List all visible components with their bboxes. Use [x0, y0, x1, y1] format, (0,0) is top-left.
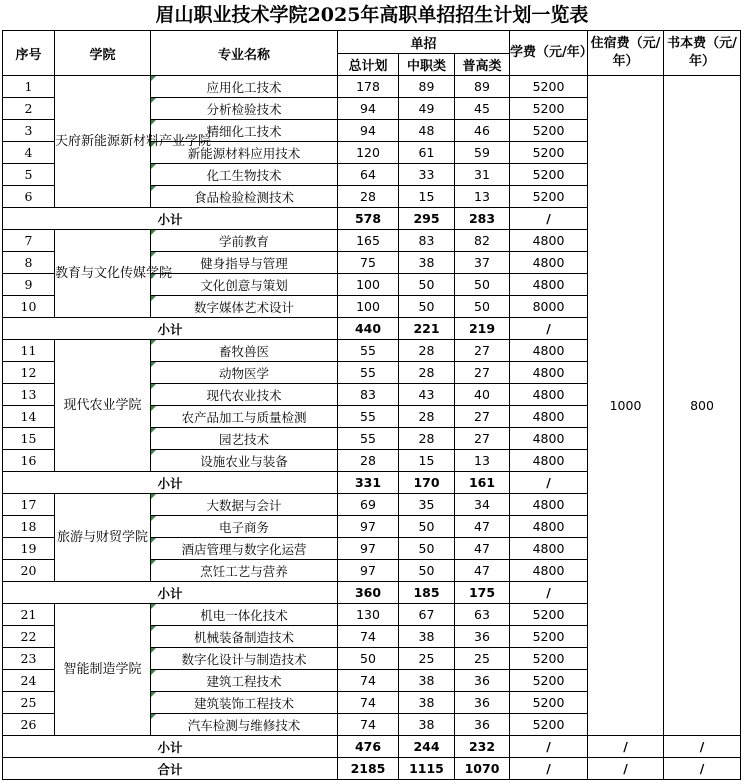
grand-total-label: 合计: [3, 758, 338, 780]
total-plan-cell: 28: [338, 450, 399, 472]
tuition-cell: 5200: [510, 670, 588, 692]
tuition-cell: 5200: [510, 692, 588, 714]
total-plan-cell: 69: [338, 494, 399, 516]
general-high-school-cell: 27: [455, 428, 510, 450]
total-plan-cell: 74: [338, 692, 399, 714]
subtotal-secondary-vocational: 185: [399, 582, 455, 604]
major-cell: 分析检验技术: [151, 98, 338, 120]
seq-cell: 12: [3, 362, 55, 384]
seq-cell: 2: [3, 98, 55, 120]
total-plan-cell: 120: [338, 142, 399, 164]
major-cell: 食品检验检测技术: [151, 186, 338, 208]
subtotal-tuition: /: [510, 582, 588, 604]
general-high-school-cell: 25: [455, 648, 510, 670]
table-row: [3, 76, 741, 98]
major-cell: 应用化工技术: [151, 76, 338, 98]
grand-total-row: [3, 758, 741, 780]
tuition-cell: 4800: [510, 494, 588, 516]
total-plan-cell: 100: [338, 296, 399, 318]
seq-cell: 3: [3, 120, 55, 142]
tuition-cell: 5200: [510, 714, 588, 736]
general-high-school-cell: 50: [455, 296, 510, 318]
general-high-school-cell: 89: [455, 76, 510, 98]
major-cell: 动物医学: [151, 362, 338, 384]
general-high-school-cell: 27: [455, 340, 510, 362]
seq-cell: 11: [3, 340, 55, 362]
general-high-school-cell: 13: [455, 186, 510, 208]
subtotal-general-high-school: 283: [455, 208, 510, 230]
major-cell: 机械装备制造技术: [151, 626, 338, 648]
tuition-cell: 4800: [510, 450, 588, 472]
header-books: 书本费（元/年）: [664, 31, 741, 76]
major-cell: 畜牧兽医: [151, 340, 338, 362]
major-cell: 化工生物技术: [151, 164, 338, 186]
seq-cell: 1: [3, 76, 55, 98]
secondary-vocational-cell: 15: [399, 450, 455, 472]
seq-cell: 23: [3, 648, 55, 670]
subtotal-general-high-school: 161: [455, 472, 510, 494]
secondary-vocational-cell: 67: [399, 604, 455, 626]
secondary-vocational-cell: 33: [399, 164, 455, 186]
total-plan-cell: 55: [338, 406, 399, 428]
major-cell: 大数据与会计: [151, 494, 338, 516]
tuition-cell: 4800: [510, 362, 588, 384]
major-cell: 建筑工程技术: [151, 670, 338, 692]
header-college: 学院: [55, 31, 151, 76]
tuition-cell: 8000: [510, 296, 588, 318]
major-cell: 电子商务: [151, 516, 338, 538]
total-plan-cell: 130: [338, 604, 399, 626]
major-cell: 健身指导与管理: [151, 252, 338, 274]
secondary-vocational-cell: 38: [399, 670, 455, 692]
general-high-school-cell: 31: [455, 164, 510, 186]
general-high-school-cell: 27: [455, 406, 510, 428]
general-high-school-cell: 13: [455, 450, 510, 472]
major-cell: 数字媒体艺术设计: [151, 296, 338, 318]
secondary-vocational-cell: 61: [399, 142, 455, 164]
subtotal-secondary-vocational: 295: [399, 208, 455, 230]
tuition-cell: 5200: [510, 142, 588, 164]
book-fee-cell: 800: [664, 76, 741, 736]
grand-total-books: /: [664, 758, 741, 780]
subtotal-label: 小计: [3, 208, 338, 230]
general-high-school-cell: 36: [455, 626, 510, 648]
seq-cell: 17: [3, 494, 55, 516]
secondary-vocational-cell: 38: [399, 252, 455, 274]
total-plan-cell: 55: [338, 362, 399, 384]
general-high-school-cell: 27: [455, 362, 510, 384]
grand-total-plan: 2185: [338, 758, 399, 780]
general-high-school-cell: 34: [455, 494, 510, 516]
total-plan-cell: 64: [338, 164, 399, 186]
accommodation-fee-cell: 1000: [588, 76, 664, 736]
major-cell: 酒店管理与数字化运营: [151, 538, 338, 560]
seq-cell: 22: [3, 626, 55, 648]
major-cell: 农产品加工与质量检测: [151, 406, 338, 428]
seq-cell: 9: [3, 274, 55, 296]
grand-total-accommodation: /: [588, 758, 664, 780]
header-accommodation: 住宿费（元/年）: [588, 31, 664, 76]
secondary-vocational-cell: 50: [399, 274, 455, 296]
tuition-cell: 5200: [510, 626, 588, 648]
major-cell: 文化创意与策划: [151, 274, 338, 296]
secondary-vocational-cell: 28: [399, 362, 455, 384]
major-cell: 设施农业与装备: [151, 450, 338, 472]
subtotal-general-high-school: 175: [455, 582, 510, 604]
seq-cell: 19: [3, 538, 55, 560]
page-title: 眉山职业技术学院2025年高职单招招生计划一览表: [155, 4, 589, 26]
general-high-school-cell: 45: [455, 98, 510, 120]
major-cell: 建筑装饰工程技术: [151, 692, 338, 714]
total-plan-cell: 94: [338, 98, 399, 120]
subtotal-secondary-vocational: 170: [399, 472, 455, 494]
subtotal-secondary-vocational: 244: [399, 736, 455, 758]
tuition-cell: 4800: [510, 230, 588, 252]
secondary-vocational-cell: 50: [399, 538, 455, 560]
tuition-cell: 4800: [510, 516, 588, 538]
header-total-plan: 总计划: [338, 54, 399, 76]
secondary-vocational-cell: 38: [399, 626, 455, 648]
total-plan-cell: 178: [338, 76, 399, 98]
secondary-vocational-cell: 35: [399, 494, 455, 516]
tuition-cell: 4800: [510, 340, 588, 362]
seq-cell: 18: [3, 516, 55, 538]
tuition-cell: 4800: [510, 428, 588, 450]
total-plan-cell: 74: [338, 626, 399, 648]
header-seq: 序号: [3, 31, 55, 76]
secondary-vocational-cell: 28: [399, 340, 455, 362]
secondary-vocational-cell: 15: [399, 186, 455, 208]
subtotal-total-plan: 440: [338, 318, 399, 340]
subtotal-accommodation: /: [588, 736, 664, 758]
college-cell: 教育与文化传媒学院: [55, 230, 151, 318]
secondary-vocational-cell: 28: [399, 428, 455, 450]
tuition-cell: 5200: [510, 120, 588, 142]
seq-cell: 5: [3, 164, 55, 186]
secondary-vocational-cell: 48: [399, 120, 455, 142]
total-plan-cell: 97: [338, 560, 399, 582]
major-cell: 学前教育: [151, 230, 338, 252]
grand-total-secondary-vocational: 1115: [399, 758, 455, 780]
tuition-cell: 4800: [510, 538, 588, 560]
subtotal-total-plan: 476: [338, 736, 399, 758]
seq-cell: 25: [3, 692, 55, 714]
grand-total-general-high-school: 1070: [455, 758, 510, 780]
tuition-cell: 5200: [510, 98, 588, 120]
subtotal-total-plan: 360: [338, 582, 399, 604]
header-tuition: 学费（元/年）: [510, 31, 588, 76]
seq-cell: 24: [3, 670, 55, 692]
tuition-cell: 5200: [510, 648, 588, 670]
table-body: [3, 76, 741, 780]
general-high-school-cell: 59: [455, 142, 510, 164]
tuition-cell: 4800: [510, 274, 588, 296]
college-cell: 天府新能源新材料产业学院: [55, 76, 151, 208]
total-plan-cell: 74: [338, 714, 399, 736]
total-plan-cell: 28: [338, 186, 399, 208]
general-high-school-cell: 36: [455, 692, 510, 714]
seq-cell: 14: [3, 406, 55, 428]
subtotal-total-plan: 578: [338, 208, 399, 230]
subtotal-tuition: /: [510, 736, 588, 758]
grand-total-tuition: /: [510, 758, 588, 780]
major-cell: 烹饪工艺与营养: [151, 560, 338, 582]
subtotal-books: /: [664, 736, 741, 758]
general-high-school-cell: 50: [455, 274, 510, 296]
secondary-vocational-cell: 38: [399, 714, 455, 736]
seq-cell: 7: [3, 230, 55, 252]
tuition-cell: 4800: [510, 406, 588, 428]
total-plan-cell: 55: [338, 428, 399, 450]
secondary-vocational-cell: 89: [399, 76, 455, 98]
tuition-cell: 5200: [510, 604, 588, 626]
header-general-high-school: 普高类: [455, 54, 510, 76]
general-high-school-cell: 47: [455, 516, 510, 538]
subtotal-general-high-school: 219: [455, 318, 510, 340]
total-plan-cell: 165: [338, 230, 399, 252]
general-high-school-cell: 36: [455, 670, 510, 692]
seq-cell: 20: [3, 560, 55, 582]
general-high-school-cell: 47: [455, 538, 510, 560]
seq-cell: 16: [3, 450, 55, 472]
tuition-cell: 4800: [510, 252, 588, 274]
secondary-vocational-cell: 83: [399, 230, 455, 252]
header-secondary-vocational: 中职类: [399, 54, 455, 76]
college-cell: 智能制造学院: [55, 604, 151, 736]
seq-cell: 15: [3, 428, 55, 450]
subtotal-general-high-school: 232: [455, 736, 510, 758]
college-cell: 旅游与财贸学院: [55, 494, 151, 582]
seq-cell: 4: [3, 142, 55, 164]
subtotal-total-plan: 331: [338, 472, 399, 494]
general-high-school-cell: 82: [455, 230, 510, 252]
secondary-vocational-cell: 50: [399, 296, 455, 318]
total-plan-cell: 97: [338, 538, 399, 560]
general-high-school-cell: 36: [455, 714, 510, 736]
college-cell: 现代农业学院: [55, 340, 151, 472]
major-cell: 数字化设计与制造技术: [151, 648, 338, 670]
header-major: 专业名称: [151, 31, 338, 76]
general-high-school-cell: 47: [455, 560, 510, 582]
secondary-vocational-cell: 28: [399, 406, 455, 428]
subtotal-label: 小计: [3, 318, 338, 340]
secondary-vocational-cell: 43: [399, 384, 455, 406]
header-single-recruit: 单招: [338, 31, 510, 54]
total-plan-cell: 75: [338, 252, 399, 274]
secondary-vocational-cell: 50: [399, 560, 455, 582]
secondary-vocational-cell: 50: [399, 516, 455, 538]
subtotal-secondary-vocational: 221: [399, 318, 455, 340]
total-plan-cell: 74: [338, 670, 399, 692]
seq-cell: 6: [3, 186, 55, 208]
secondary-vocational-cell: 25: [399, 648, 455, 670]
subtotal-row: [3, 736, 741, 758]
major-cell: 现代农业技术: [151, 384, 338, 406]
general-high-school-cell: 63: [455, 604, 510, 626]
secondary-vocational-cell: 49: [399, 98, 455, 120]
seq-cell: 13: [3, 384, 55, 406]
table-header: [3, 31, 741, 76]
subtotal-tuition: /: [510, 208, 588, 230]
general-high-school-cell: 46: [455, 120, 510, 142]
major-cell: 汽车检测与维修技术: [151, 714, 338, 736]
general-high-school-cell: 37: [455, 252, 510, 274]
tuition-cell: 5200: [510, 76, 588, 98]
subtotal-label: 小计: [3, 582, 338, 604]
total-plan-cell: 50: [338, 648, 399, 670]
enrollment-plan-table: [2, 30, 741, 780]
major-cell: 新能源材料应用技术: [151, 142, 338, 164]
total-plan-cell: 97: [338, 516, 399, 538]
major-cell: 机电一体化技术: [151, 604, 338, 626]
seq-cell: 26: [3, 714, 55, 736]
subtotal-label: 小计: [3, 472, 338, 494]
tuition-cell: 5200: [510, 186, 588, 208]
subtotal-label: 小计: [3, 736, 338, 758]
tuition-cell: 4800: [510, 384, 588, 406]
total-plan-cell: 100: [338, 274, 399, 296]
general-high-school-cell: 40: [455, 384, 510, 406]
seq-cell: 10: [3, 296, 55, 318]
tuition-cell: 5200: [510, 164, 588, 186]
major-cell: 精细化工技术: [151, 120, 338, 142]
tuition-cell: 4800: [510, 560, 588, 582]
seq-cell: 21: [3, 604, 55, 626]
total-plan-cell: 83: [338, 384, 399, 406]
secondary-vocational-cell: 38: [399, 692, 455, 714]
seq-cell: 8: [3, 252, 55, 274]
major-cell: 园艺技术: [151, 428, 338, 450]
total-plan-cell: 94: [338, 120, 399, 142]
total-plan-cell: 55: [338, 340, 399, 362]
subtotal-tuition: /: [510, 318, 588, 340]
subtotal-tuition: /: [510, 472, 588, 494]
